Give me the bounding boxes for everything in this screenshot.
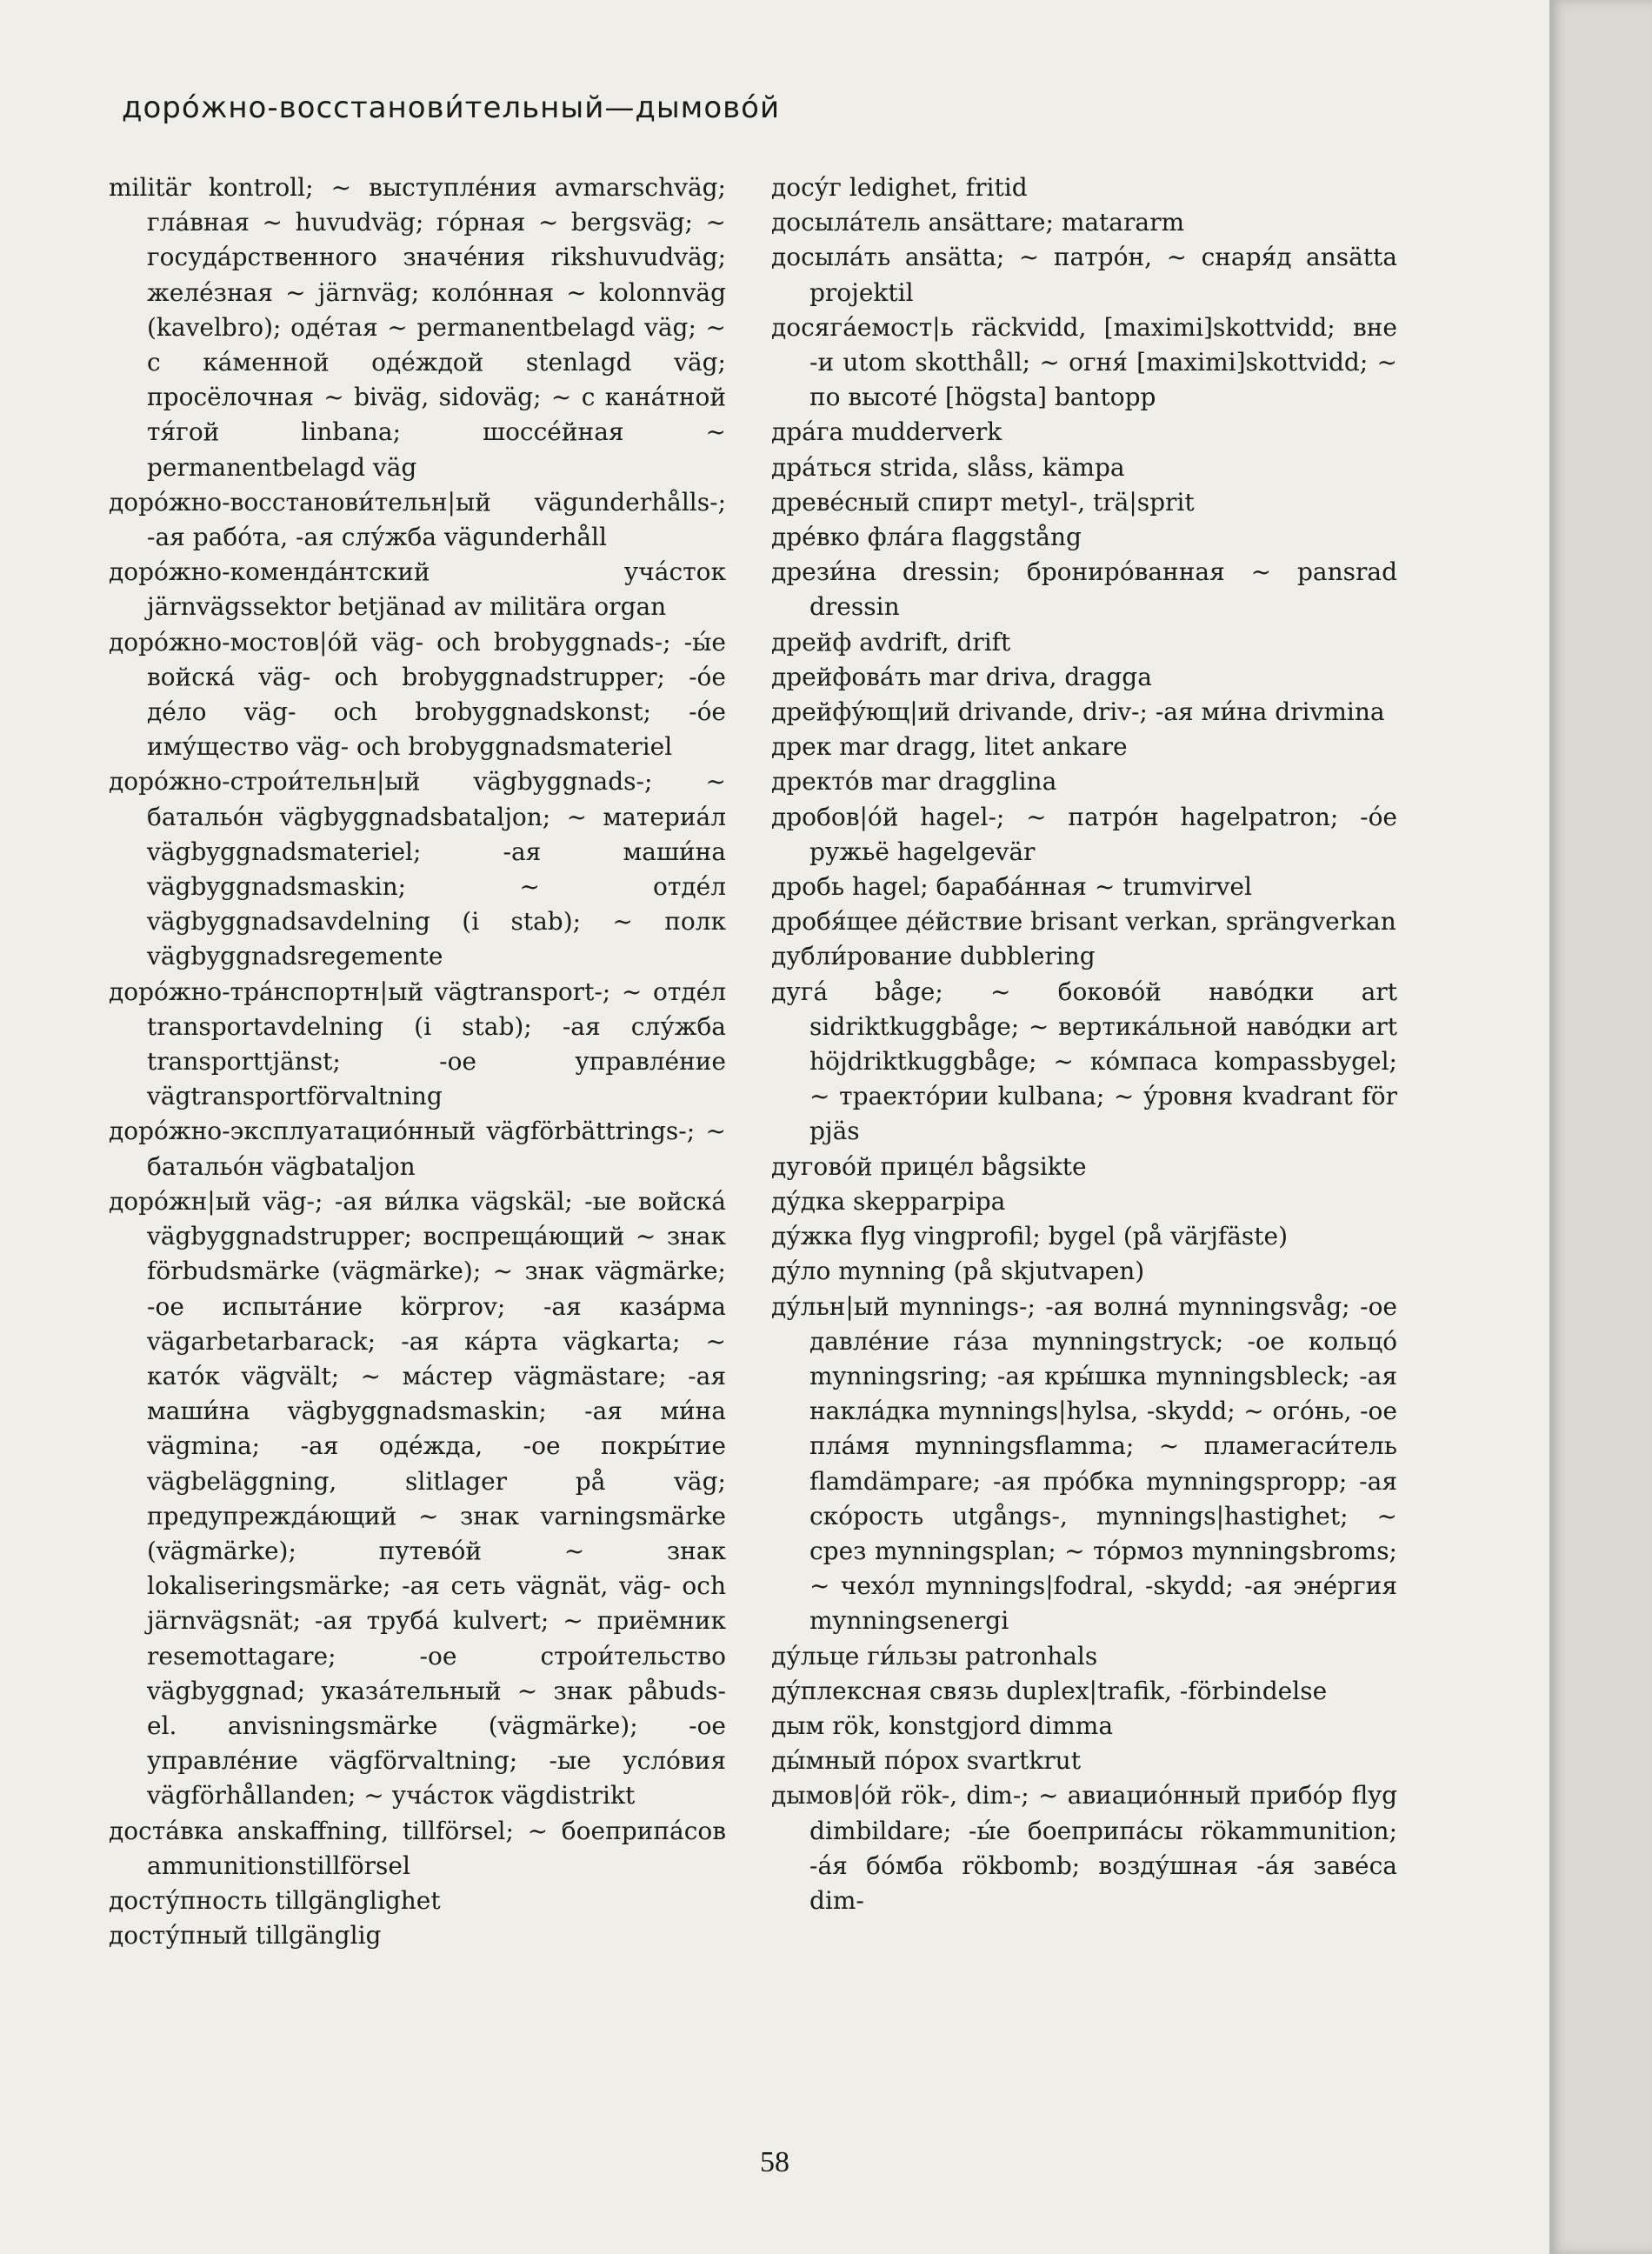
dictionary-entry: дробов|о́й hagel-; ~ патро́н hagelpatron; -о́е ружьё hagelgevär	[771, 802, 1397, 866]
dictionary-entry: дробь hagel; бараба́нная ~ trumvirvel	[771, 872, 1252, 902]
dictionary-entry: доро́жно-коменда́нтский уча́сток järnvägssektor betjänad av militära organ	[109, 557, 726, 622]
left-column	[109, 170, 726, 1953]
dictionary-entry: ду́дка skepparpipa	[771, 1186, 1006, 1216]
right-column	[771, 170, 1397, 1918]
dictionary-entry: ду́ло mynning (på skjutvapen)	[771, 1257, 1145, 1286]
dictionary-entry: ду́плексная связь duplex|trafik, -förbindelse	[771, 1676, 1328, 1705]
dictionary-entry: досыла́ть ansätta; ~ патро́н, ~ снаря́д ansätta projektil	[771, 243, 1397, 307]
dictionary-entry: militär kontroll; ~ выступле́ния avmarschväg; гла́вная ~ huvudväg; го́рная ~ bergsväg; ~ госуда́рственного значе́ния rikshuvudväg; желе́зная ~ järnväg; коло́нная ~ kolonnväg (kavelbro); оде́тая ~ permanentbelagd väg; ~ с ка́менной оде́ждой stenlagd väg; просёлочная ~ biväg, sidoväg; ~ с кана́тной тя́гой linbana; шоссе́йная ~ permanentbelagd väg	[109, 173, 726, 482]
dictionary-entry: досту́пный tillgänglig	[109, 1921, 382, 1951]
page-number: 58	[760, 2146, 789, 2178]
dictionary-entry: дрейфова́ть mar driva, dragga	[771, 662, 1152, 691]
dictionary-entry: дрек mar dragg, litet ankare	[771, 732, 1128, 762]
dictionary-entry: дрези́на dressin; брониро́ванная ~ pansrad dressin	[771, 557, 1397, 622]
dictionary-entry: дробя́щее де́йствие brisant verkan, sprängverkan	[771, 907, 1396, 937]
dictionary-entry: доро́жно-мостов|о́й väg- och brobyggnads-; -ы́е войска́ väg- och brobyggnadstrupper; -о́е де́ло väg- och brobyggnadskonst; -о́е иму́щество väg- och brobyggnadsmateriel	[109, 627, 726, 762]
dictionary-entry: дра́га mudderverk	[771, 417, 1003, 447]
dictionary-entry: доро́жно-восстанови́тельн|ый vägunderhålls-; -ая рабо́та, -ая слу́жба vägunderhåll	[109, 487, 726, 552]
dictionary-entry: досяга́емост|ь räckvidd, [maximi]skottvidd; вне -и utom skotthåll; ~ огня́ [maximi]skottvidd; ~ по высоте́ [högsta] bantopp	[771, 312, 1397, 412]
dictionary-entry: доро́жн|ый väg-; -ая ви́лка vägskäl; -ые войска́ vägbyggnadstrupper; воспреща́ющий ~ знак förbudsmärke (vägmärke); ~ знак vägmärke; -ое испыта́ние körprov; -ая каза́рма vägarbetarbarack; -ая ка́рта vägkarta; ~ като́к vägvält; ~ ма́стер vägmästare; -ая маши́на vägbyggnadsmaskin; -ая ми́на vägmina; -ая оде́жда, -ое покры́тие vägbeläggning, slitlager på väg; предупрежда́ющий ~ знак varningsmärke (vägmärke); путево́й ~ знак lokaliseringsmärke; -ая сеть vägnät, väg- och järnvägsnät; -ая труба́ kulvert; ~ приёмник resemottagare; -ое строи́тельство vägbyggnad; указа́тельный ~ знак påbuds- el. anvisningsmärke (vägmärke); -ое управле́ние vägförvaltning; -ые усло́вия vägförhållanden; ~ уча́сток vägdistrikt	[109, 1186, 726, 1811]
dictionary-entry: древе́сный спирт metyl-, trä|sprit	[771, 487, 1195, 517]
dictionary-entry: досыла́тель ansättare; matararm	[771, 208, 1185, 237]
dictionary-entry: дугово́й прице́л bågsikte	[771, 1151, 1087, 1181]
running-head: доро́жно-восстанови́тельный—дымово́й	[122, 90, 781, 125]
dictionary-entry: доста́вка anskaffning, tillförsel; ~ боеприпа́сов ammunitionstillförsel	[109, 1816, 726, 1880]
dictionary-entry: дуга́ båge; ~ боково́й наво́дки art sidriktkuggbåge; ~ вертика́льной наво́дки art höjdriktkuggbåge; ~ ко́мпаса kompassbygel; ~ траекто́рии kulbana; ~ у́ровня kvadrant för pjäs	[771, 977, 1397, 1146]
dictionary-entry: дра́ться strida, slåss, kämpa	[771, 452, 1125, 482]
dictionary-entry: ду́льн|ый mynnings-; -ая волна́ mynningsvåg; -ое давле́ние га́за mynningstryck; -ое кольцо́ mynningsring; -ая кры́шка mynningsbleck; -ая накла́дка mynnings|hylsa, -skydd; ~ ого́нь, -ое пла́мя mynningsflamma; ~ пламегаси́тель flamdämpare; -ая про́бка mynningspropp; -ая ско́рость utgångs-, mynnings|hastighet; ~ срез mynningsplan; ~ то́рмоз mynningsbroms; ~ чехо́л mynnings|fodral, -skydd; -ая эне́ргия mynningsenergi	[771, 1291, 1397, 1636]
dictionary-entry: дубли́рование dubblering	[771, 942, 1096, 971]
facing-page-edge	[1549, 0, 1652, 2254]
dictionary-entry: досту́пность tillgänglighet	[109, 1885, 441, 1915]
dictionary-entry: досу́г ledighet, fritid	[771, 173, 1028, 202]
dictionary-entry: доро́жно-эксплуатацио́нный vägförbättrings-; ~ батальо́н vägbataljon	[109, 1117, 726, 1181]
dictionary-entry: дректо́в mar dragglina	[771, 767, 1057, 797]
dictionary-entry: доро́жно-строи́тельн|ый vägbyggnads-; ~ батальо́н vägbyggnadsbataljon; ~ материа́л vägbyggnadsmateriel; -ая маши́на vägbyggnadsmaskin; ~ отде́л vägbyggnadsavdelning (i stab); ~ полк vägbyggnadsregemente	[109, 767, 726, 971]
dictionary-entry: дым rök, konstgjord dimma	[771, 1711, 1114, 1740]
dictionary-entry: дрейф avdrift, drift	[771, 627, 1011, 657]
dictionary-entry: дрейфу́ющ|ий drivande, driv-; -ая ми́на drivmina	[771, 697, 1385, 727]
dictionary-entry: ды́мный по́рох svartkrut	[771, 1746, 1081, 1776]
dictionary-entry: доро́жно-тра́нспортн|ый vägtransport-; ~ отде́л transportavdelning (i stab); -ая слу́жба transporttjänst; -ое управле́ние vägtransportförvaltning	[109, 977, 726, 1111]
dictionary-entry: дре́вко фла́га flaggstång	[771, 523, 1082, 552]
dictionary-entry: дымов|о́й rök-, dim-; ~ авиацио́нный прибо́р flyg dimbildare; -ы́е боеприпа́сы rökammunition; -а́я бо́мба rökbomb; возду́шная -а́я заве́са dim-	[771, 1781, 1397, 1915]
dictionary-entry: ду́льце ги́льзы patronhals	[771, 1641, 1098, 1670]
dictionary-entry: ду́жка flyg vingprofil; bygel (på värjfäste)	[771, 1222, 1289, 1251]
